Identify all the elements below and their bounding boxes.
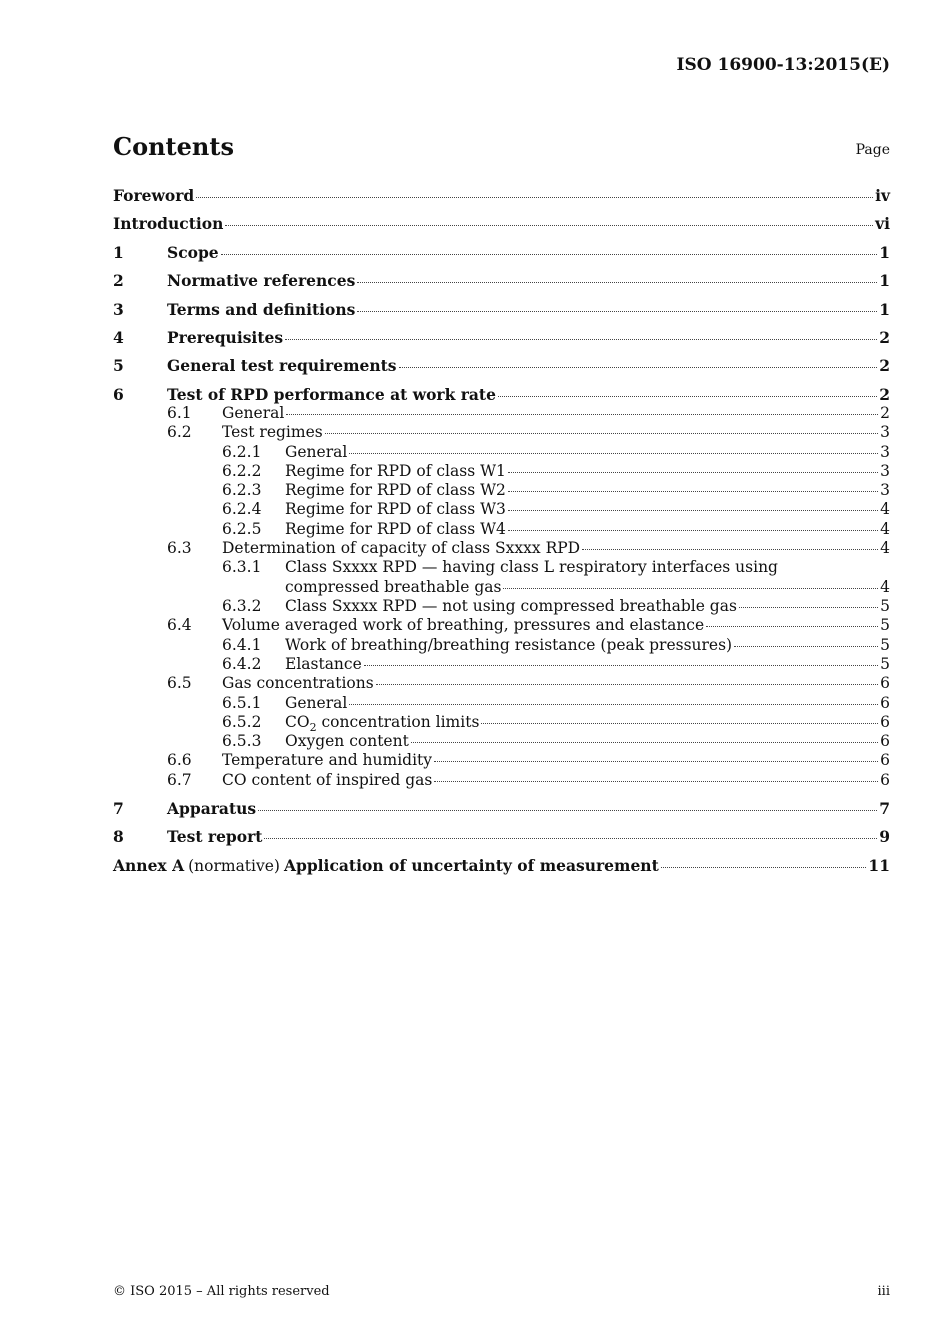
toc-entry-page: 4: [880, 578, 890, 596]
toc-entry-6-2-4[interactable]: [222, 500, 890, 519]
toc-entry-title: Apparatus: [167, 799, 257, 818]
leader-dots: [221, 254, 878, 255]
toc-entry-page: 2: [879, 385, 890, 404]
toc-entry-7[interactable]: [113, 799, 890, 818]
toc-entry-page: 3: [880, 423, 890, 441]
title-rest: concentration limits: [316, 713, 480, 731]
toc-entry-page: 1: [879, 271, 890, 290]
toc-entry-6-2-2[interactable]: [222, 462, 890, 481]
toc-entry-number: 4: [113, 328, 124, 347]
leader-dots: [264, 838, 877, 839]
leader-dots: [225, 225, 873, 226]
toc-entry-page: 4: [880, 520, 890, 538]
toc-entry-page: 5: [880, 597, 890, 615]
toc-entry-3[interactable]: [113, 300, 890, 319]
toc-entry-1[interactable]: [113, 243, 890, 262]
toc-entry-title: Regime for RPD of class W4: [285, 520, 506, 538]
leader-dots: [582, 549, 878, 550]
leader-dots: [503, 588, 878, 589]
leader-dots: [364, 665, 878, 666]
toc-entry-6-5-1[interactable]: [222, 694, 890, 713]
toc-entry-number: 6.4.1: [222, 636, 262, 654]
toc-entry-number: 6.2: [167, 423, 192, 441]
toc-entry-number: 6.4: [167, 616, 192, 634]
leader-dots: [481, 723, 878, 724]
toc-entry-title: General: [222, 404, 285, 422]
toc-entry-title: Determination of capacity of class Sxxxx RPD: [222, 539, 581, 557]
toc-entry-5[interactable]: [113, 356, 890, 375]
toc-entry-number: 6.2.5: [222, 520, 262, 538]
toc-entry-title: Regime for RPD of class W2: [285, 481, 506, 499]
toc-entry-title: Test regimes: [222, 423, 323, 441]
toc-entry-page: 3: [880, 481, 890, 499]
leader-dots: [508, 530, 878, 531]
toc-entry-title: Regime for RPD of class W3: [285, 500, 506, 518]
toc-entry-title: Work of breathing/breathing resistance (peak pressures): [285, 636, 733, 654]
annex-qualifier: (normative): [188, 857, 280, 875]
annex-label: Annex A: [113, 856, 185, 875]
toc-entry-page: 9: [879, 827, 890, 846]
toc-entry-6-3-1[interactable]: [222, 558, 890, 577]
leader-dots: [196, 197, 873, 198]
toc-entry-number: 6.5: [167, 674, 192, 692]
toc-entry-page: 1: [879, 243, 890, 262]
toc-entry-6-5-3[interactable]: [222, 732, 890, 751]
contents-title: Contents: [113, 132, 234, 161]
toc-entry-page: 11: [868, 856, 890, 875]
toc-entry-6-7[interactable]: [167, 771, 890, 790]
leader-dots: [411, 742, 878, 743]
toc-entry-title: Elastance: [285, 655, 362, 673]
toc-entry-title: Class Sxxxx RPD — having class L respiratory interfaces using: [285, 558, 778, 576]
toc-entry-6-2-3[interactable]: [222, 481, 890, 500]
toc-entry-title: General: [285, 443, 348, 461]
toc-entry-page: 7: [879, 799, 890, 818]
toc-entry-6-3-2[interactable]: [222, 597, 890, 616]
toc-entry-title: Test of RPD performance at work rate: [167, 385, 496, 404]
toc-entry-6-4[interactable]: [167, 616, 890, 635]
leader-dots: [706, 626, 878, 627]
toc-entry-number: 6.3.1: [222, 558, 262, 576]
leader-dots: [434, 781, 878, 782]
toc-entry-number: 6.2.2: [222, 462, 262, 480]
toc-entry-page: 6: [880, 732, 890, 750]
toc-entry-number: 8: [113, 827, 124, 846]
toc-entry-number: 6.2.4: [222, 500, 262, 518]
toc-entry-page: 6: [880, 771, 890, 789]
leader-dots: [258, 810, 877, 811]
toc-entry-number: 6.5.3: [222, 732, 262, 750]
toc-entry-title: Oxygen content: [285, 732, 409, 750]
leader-dots: [498, 396, 877, 397]
toc-entry-6-5[interactable]: [167, 674, 890, 693]
toc-entry-number: 6.5.2: [222, 713, 262, 731]
toc-entry-title-continued: compressed breathable gas: [285, 578, 502, 596]
leader-dots: [508, 472, 878, 473]
toc-entry-page: 4: [880, 539, 890, 557]
toc-title-row: [113, 132, 890, 161]
toc-entry-page: 5: [880, 655, 890, 673]
toc-entry-page: 5: [880, 636, 890, 654]
toc-entry-8[interactable]: [113, 827, 890, 846]
leader-dots: [376, 684, 878, 685]
annex-title: Application of uncertainty of measurement: [283, 856, 659, 875]
leader-dots: [357, 282, 877, 283]
toc-entry-6-3-1-continued[interactable]: [285, 578, 890, 597]
toc-entry-title: Volume averaged work of breathing, pressures and elastance: [222, 616, 705, 634]
toc-entry-number: 2: [113, 271, 124, 290]
copyright-notice: © ISO 2015 – All rights reserved: [113, 1284, 330, 1299]
toc-entry-title: Gas concentrations: [222, 674, 374, 692]
leader-dots: [508, 491, 878, 492]
toc-entry-6-3[interactable]: [167, 539, 890, 558]
toc-entry-number: 7: [113, 799, 124, 818]
toc-entry-number: 6.2.1: [222, 443, 262, 461]
toc-entry-title: Terms and definitions: [167, 300, 356, 319]
leader-dots: [286, 414, 878, 415]
toc-entry-page: 3: [880, 443, 890, 461]
toc-entry-title: Test report: [167, 827, 263, 846]
toc-entry-6-4-2[interactable]: [222, 655, 890, 674]
toc-entry-page: 1: [879, 300, 890, 319]
toc-entry-4[interactable]: [113, 328, 890, 347]
toc-entry-6-2-1[interactable]: [222, 443, 890, 462]
leader-dots: [508, 510, 878, 511]
toc-entry-number: 6.6: [167, 751, 192, 769]
toc-entry-number: 6.3.2: [222, 597, 262, 615]
toc-entry-title: Prerequisites: [167, 328, 284, 347]
page-number: iii: [877, 1284, 890, 1299]
toc-entry-page: 5: [880, 616, 890, 634]
toc-entry-title: Introduction: [113, 214, 224, 233]
toc-entry-6[interactable]: [113, 385, 890, 404]
toc-entry-title: General test requirements: [167, 356, 397, 375]
leader-dots: [357, 311, 877, 312]
toc-entry-page: 2: [879, 328, 890, 347]
toc-entry-page: 3: [880, 462, 890, 480]
leader-dots: [349, 453, 878, 454]
toc-entry-page: vi: [875, 214, 890, 233]
toc-entry-number: 1: [113, 243, 124, 262]
toc-entry-number: 3: [113, 300, 124, 319]
toc-entry-page: 6: [880, 674, 890, 692]
toc-entry-title: Regime for RPD of class W1: [285, 462, 506, 480]
document-id: ISO 16900-13:2015(E): [676, 55, 890, 75]
leader-dots: [739, 607, 878, 608]
leader-dots: [349, 704, 878, 705]
toc-entry-title: Temperature and humidity: [222, 751, 433, 769]
toc-entry-title: Class Sxxxx RPD — not using compressed breathable gas: [285, 597, 737, 615]
toc-entry-2[interactable]: [113, 271, 890, 290]
toc-entry-title: Foreword: [113, 186, 195, 205]
toc-entry-6-1[interactable]: [167, 404, 890, 423]
toc-entry-number: 6.1: [167, 404, 192, 422]
leader-dots: [325, 433, 878, 434]
toc-entry-foreword[interactable]: [113, 186, 890, 205]
toc-entry-6-2-5[interactable]: [222, 520, 890, 539]
toc-entry-page: 6: [880, 713, 890, 731]
toc-entry-6-4-1[interactable]: [222, 636, 890, 655]
toc-entry-number: 6: [113, 385, 124, 404]
toc-entry-page: iv: [875, 186, 890, 205]
toc-entry-title: CO content of inspired gas: [222, 771, 433, 789]
leader-dots: [661, 867, 867, 868]
toc-entry-page: 6: [880, 694, 890, 712]
toc-entry-title: Scope: [167, 243, 219, 262]
title-co: CO: [285, 713, 310, 731]
toc-entry-number: 6.5.1: [222, 694, 262, 712]
toc-entry-introduction[interactable]: [113, 214, 890, 233]
page-column-label: Page: [855, 142, 890, 158]
toc-entry-number: 6.2.3: [222, 481, 262, 499]
toc-entry-page: 2: [880, 404, 890, 422]
toc-entry-number: 5: [113, 356, 124, 375]
toc-entry-number: 6.3: [167, 539, 192, 557]
toc-entry-page: 2: [879, 356, 890, 375]
leader-dots: [285, 339, 877, 340]
leader-dots: [734, 646, 878, 647]
toc-entry-6-2[interactable]: [167, 423, 890, 442]
toc-entry-page: 4: [880, 500, 890, 518]
toc-entry-annex-a[interactable]: [113, 856, 890, 876]
toc-entry-page: 6: [880, 751, 890, 769]
toc-entry-title: General: [285, 694, 348, 712]
title-subscript: 2: [309, 721, 317, 735]
leader-dots: [434, 761, 878, 762]
toc-entry-number: 6.7: [167, 771, 192, 789]
toc-entry-number: 6.4.2: [222, 655, 262, 673]
toc-entry-6-6[interactable]: [167, 751, 890, 770]
leader-dots: [399, 367, 878, 368]
toc-entry-title: Normative references: [167, 271, 356, 290]
